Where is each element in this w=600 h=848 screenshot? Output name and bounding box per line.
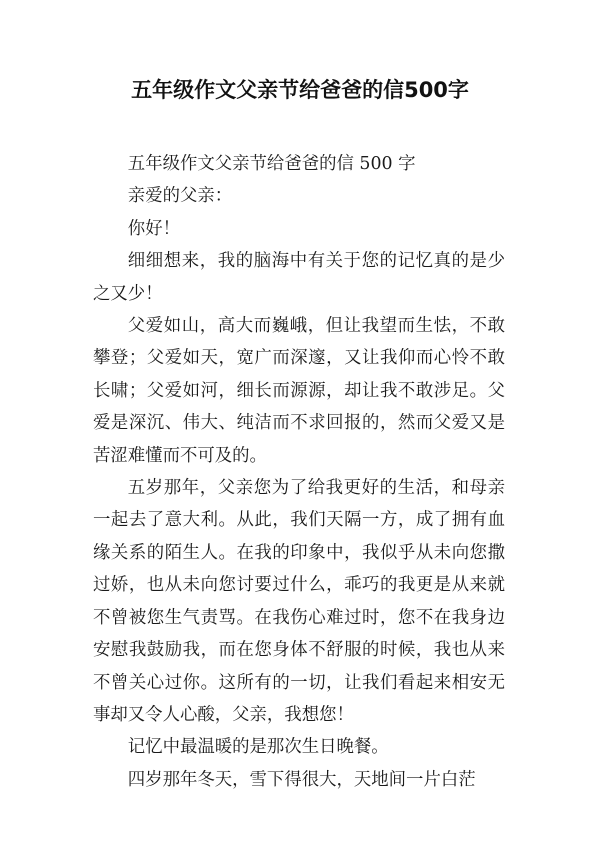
paragraph-salutation: 亲爱的父亲： (127, 186, 233, 207)
paragraph-subtitle: 五年级作文父亲节给爸爸的信 500 字 (127, 154, 416, 174)
paragraph-age-five: 五岁那年，父亲您为了给我更好的生活，和母亲一起去了意大利。从此，我们天隔一方，成了拥有血缘关系的陌生人。在我的印象中，我似乎从未向您撒过娇，也从未向您讨要过什么，乖巧的我更是从来就不曾被您生气责骂。在我伤心难过时，您不在我身边安慰我鼓励我，而在您身体不舒服的时候，我也从来不曾关心过你。这所有的一切，让我们看起来相安无事却又令人心酸，父亲，我想您！ (93, 478, 505, 725)
document-title: 五年级作文父亲节给爸爸的信500字 (131, 78, 469, 102)
paragraph-memories: 细细想来，我的脑海中有关于您的记忆真的是少之又少！ (93, 251, 505, 304)
paragraph-age-four: 四岁那年冬天，雪下得很大，天地间一片白茫 (127, 769, 476, 790)
paragraph-birthday-dinner: 记忆中最温暖的是那次生日晚餐。 (127, 737, 389, 758)
letter-body (93, 148, 505, 796)
paragraph-greeting: 你好！ (127, 218, 180, 239)
paragraph-fatherly-love: 父爱如山，高大而巍峨，但让我望而生怯，不敢攀登；父爱如天，宽广而深邃，又让我仰而心怜不敢长啸；父爱如河，细长而源源，却让我不敢涉足。父爱是深沉、伟大、纯洁而不求回报的，然而父爱又是苦涩难懂而不可及的。 (93, 316, 505, 466)
